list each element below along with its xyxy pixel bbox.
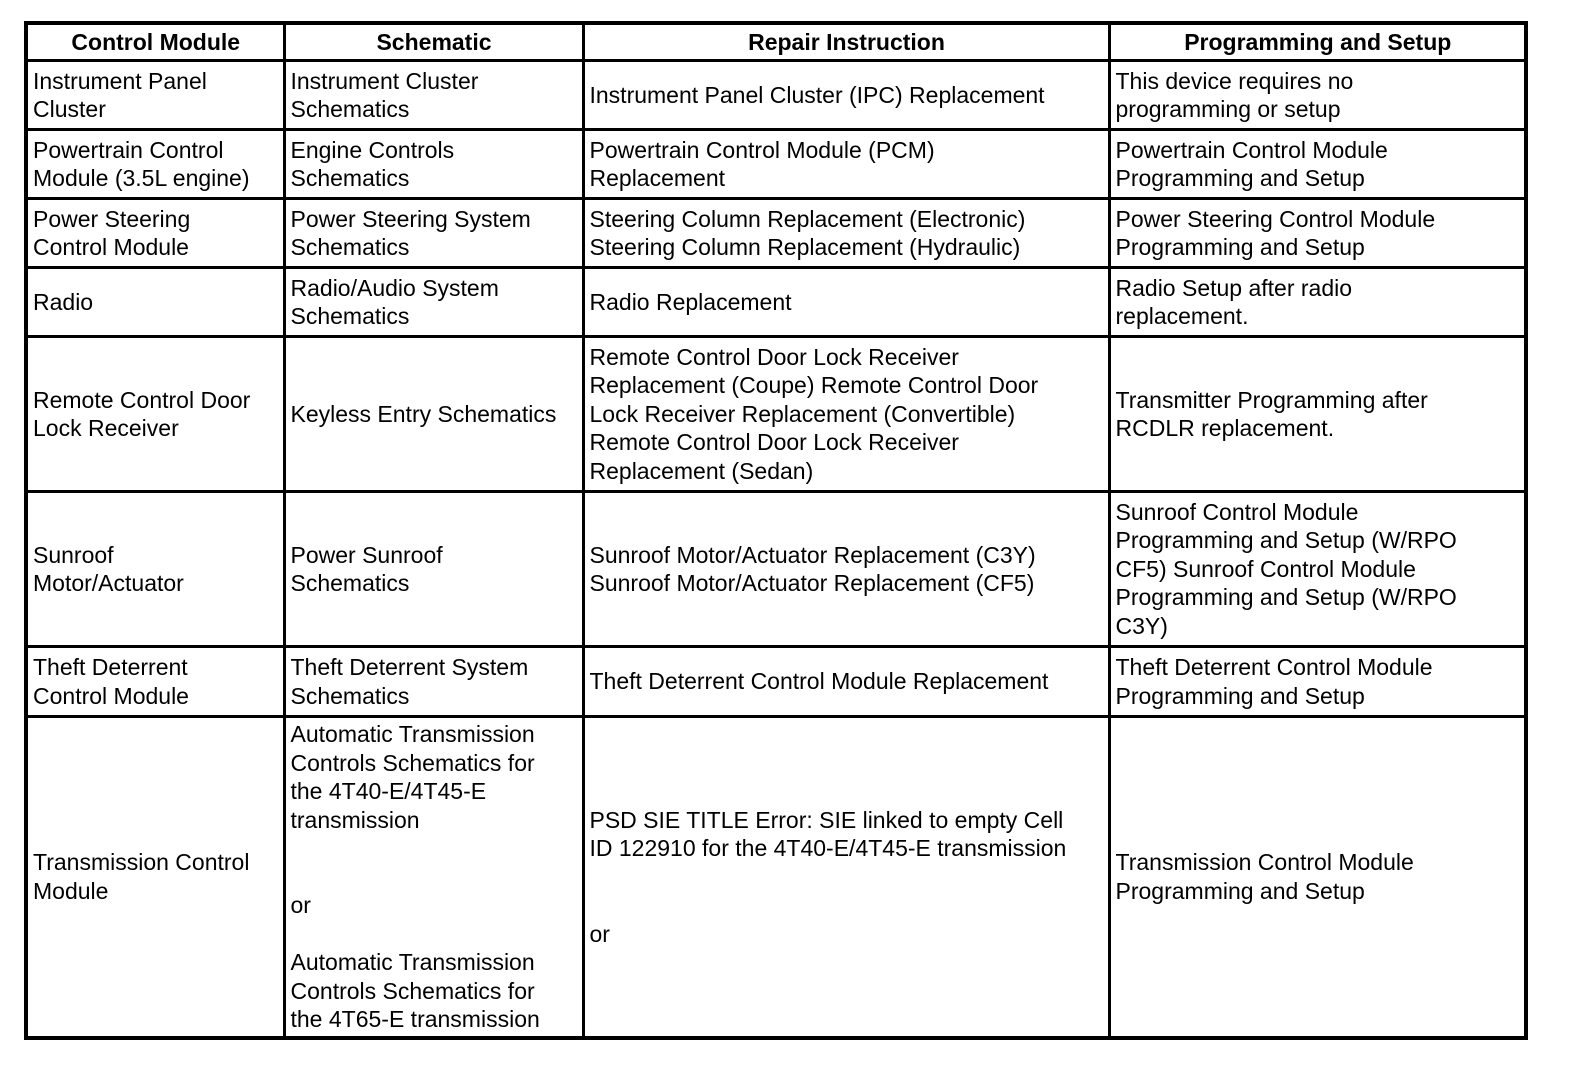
- cell-schematic: Keyless Entry Schematics: [284, 337, 583, 492]
- cell-schematic: Theft Deterrent System Schematics: [284, 647, 583, 717]
- table-row: [26, 199, 1526, 268]
- header-programming-setup: Programming and Setup: [1109, 23, 1526, 61]
- cell-programming-setup: Theft Deterrent Control Module Programming and Setup: [1109, 647, 1526, 717]
- cell-programming-setup: Power Steering Control Module Programming and Setup: [1109, 199, 1526, 268]
- cell-control-module: Theft Deterrent Control Module: [26, 647, 284, 717]
- cell-control-module: Power Steering Control Module: [26, 199, 284, 268]
- cell-control-module: Radio: [26, 268, 284, 337]
- cell-schematic: Automatic Transmission Controls Schematics for the 4T40-E/4T45-E transmission or Automatic Transmission Controls Schematics for the 4T65-E transmission: [284, 717, 583, 1038]
- cell-repair-instruction: PSD SIE TITLE Error: SIE linked to empty Cell ID 122910 for the 4T40-E/4T45-E transmission or: [583, 717, 1109, 1038]
- cell-repair-instruction: Radio Replacement: [583, 268, 1109, 337]
- cell-repair-instruction: Remote Control Door Lock Receiver Replacement (Coupe) Remote Control Door Lock Receiver Replacement (Convertible) Remote Control Door Lock Receiver Replacement (Sedan): [583, 337, 1109, 492]
- cell-control-module: Transmission Control Module: [26, 717, 284, 1038]
- table-row: [26, 647, 1526, 717]
- cell-schematic: Power Sunroof Schematics: [284, 492, 583, 647]
- cell-repair-instruction: Theft Deterrent Control Module Replacement: [583, 647, 1109, 717]
- table-row: [26, 717, 1526, 1038]
- cell-schematic: Engine Controls Schematics: [284, 130, 583, 199]
- cell-schematic: Power Steering System Schematics: [284, 199, 583, 268]
- cell-programming-setup: Sunroof Control Module Programming and Setup (W/RPO CF5) Sunroof Control Module Programming and Setup (W/RPO C3Y): [1109, 492, 1526, 647]
- table-row: [26, 492, 1526, 647]
- cell-programming-setup: Powertrain Control Module Programming and Setup: [1109, 130, 1526, 199]
- table-row: [26, 130, 1526, 199]
- header-row: [26, 23, 1526, 61]
- table-row: [26, 61, 1526, 130]
- table-row: [26, 337, 1526, 492]
- cell-repair-instruction: Instrument Panel Cluster (IPC) Replacement: [583, 61, 1109, 130]
- header-schematic: Schematic: [284, 23, 583, 61]
- cell-repair-instruction: Sunroof Motor/Actuator Replacement (C3Y) Sunroof Motor/Actuator Replacement (CF5): [583, 492, 1109, 647]
- cell-control-module: Remote Control Door Lock Receiver: [26, 337, 284, 492]
- header-control-module: Control Module: [26, 23, 284, 61]
- cell-control-module: Instrument Panel Cluster: [26, 61, 284, 130]
- cell-programming-setup: Transmission Control Module Programming and Setup: [1109, 717, 1526, 1038]
- cell-programming-setup: Transmitter Programming after RCDLR replacement.: [1109, 337, 1526, 492]
- cell-control-module: Sunroof Motor/Actuator: [26, 492, 284, 647]
- cell-repair-instruction: Steering Column Replacement (Electronic) Steering Column Replacement (Hydraulic): [583, 199, 1109, 268]
- header-repair-instruction: Repair Instruction: [583, 23, 1109, 61]
- cell-schematic: Radio/Audio System Schematics: [284, 268, 583, 337]
- cell-schematic: Instrument Cluster Schematics: [284, 61, 583, 130]
- cell-programming-setup: Radio Setup after radio replacement.: [1109, 268, 1526, 337]
- cell-repair-instruction: Powertrain Control Module (PCM) Replacement: [583, 130, 1109, 199]
- control-module-table: [24, 21, 1528, 1040]
- cell-control-module: Powertrain Control Module (3.5L engine): [26, 130, 284, 199]
- table-row: [26, 268, 1526, 337]
- cell-programming-setup: This device requires no programming or setup: [1109, 61, 1526, 130]
